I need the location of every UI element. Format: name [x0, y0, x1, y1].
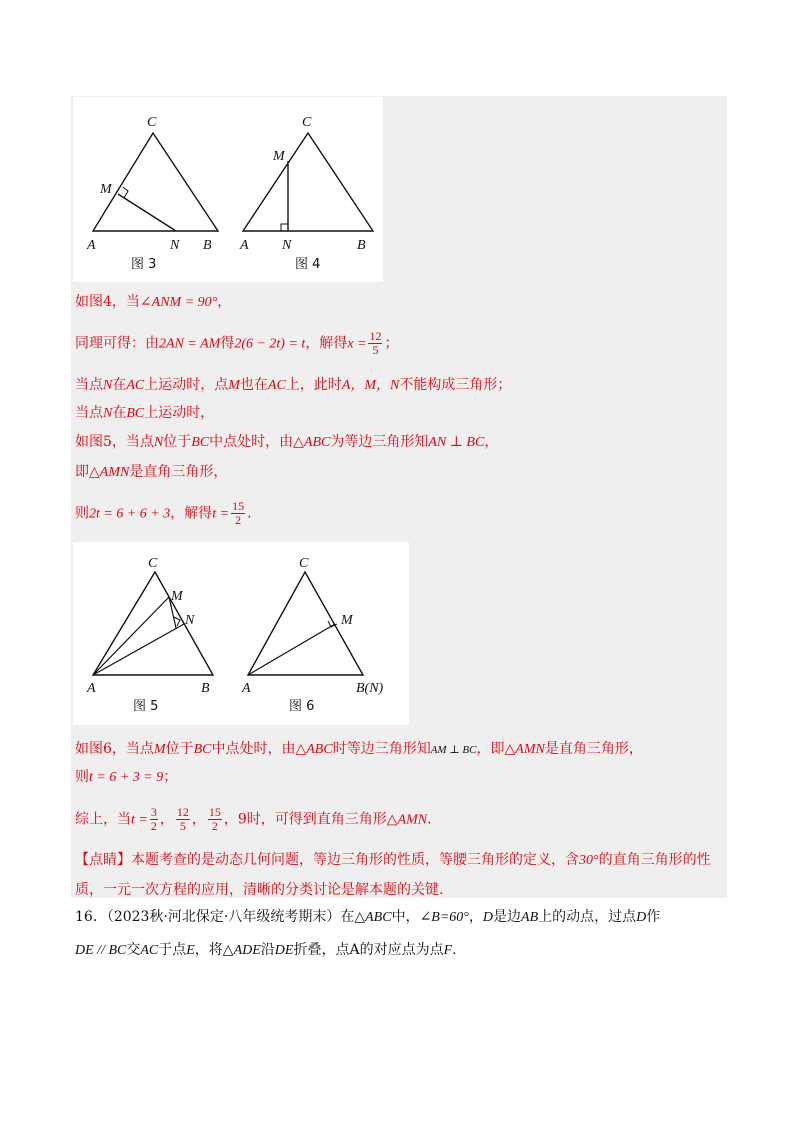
text: 在	[112, 405, 127, 421]
text: 质，一元一次方程的应用，清晰的分类讨论是解本题的关键.	[75, 882, 444, 898]
text: ，	[484, 434, 499, 450]
var: ∠B=60°	[419, 910, 469, 925]
var: M	[228, 378, 240, 393]
label-c: C	[302, 115, 312, 130]
label-a: A	[240, 238, 249, 253]
label-m: M	[273, 149, 285, 164]
text: 如图6，当点	[75, 741, 154, 757]
text: ；	[163, 769, 178, 785]
text: 上，此时	[285, 377, 342, 393]
figure-4	[239, 115, 373, 272]
var: △ABC	[293, 435, 331, 450]
text: 当点	[75, 405, 103, 421]
figure-3-4	[73, 97, 383, 282]
numerator: 3	[150, 805, 157, 819]
math: t =	[131, 812, 148, 828]
line-4	[75, 403, 214, 424]
text: 中，	[391, 909, 420, 925]
text: ，将	[194, 942, 223, 958]
label-a: A	[242, 681, 251, 696]
segment-mn-fig3	[118, 194, 176, 231]
text: 16．（2023秋·河北保定·八年级统考期末）在	[75, 909, 355, 925]
var: N	[103, 406, 113, 421]
caption-fig3: 图 3	[131, 257, 157, 272]
text: ，	[191, 811, 206, 828]
triangle-abc-fig3	[93, 133, 218, 231]
denominator: 2	[235, 513, 242, 527]
line-6	[75, 462, 227, 483]
text: 位于	[163, 434, 192, 450]
segment-am-fig6	[248, 624, 335, 675]
line-5	[75, 432, 498, 453]
text: 中点处时，由	[211, 741, 296, 757]
label-n: N	[170, 238, 180, 253]
text: ；	[384, 335, 399, 352]
text: 当点	[75, 377, 103, 393]
var: D	[482, 910, 494, 925]
label-c: C	[148, 556, 158, 571]
var: DE // BC	[75, 943, 127, 958]
numerator: 15	[232, 499, 245, 513]
math: 30°	[579, 853, 599, 868]
label-n: N	[185, 613, 195, 628]
math: x =	[347, 336, 367, 352]
text: 中点处时，由	[209, 434, 294, 450]
figure-5-6	[73, 542, 409, 725]
denominator: 2	[150, 819, 157, 833]
label-c: C	[147, 115, 157, 130]
label-b: B	[203, 238, 212, 253]
var: AB	[521, 910, 539, 925]
fraction	[208, 806, 222, 833]
text: 得	[220, 335, 235, 352]
label-n: N	[282, 238, 292, 253]
text: 综上，当	[75, 811, 131, 828]
line-11	[75, 850, 711, 871]
text: 折叠，点A的对应点为点	[293, 942, 444, 958]
text: ，	[159, 811, 174, 828]
text: 则	[75, 505, 89, 522]
fraction	[176, 806, 190, 833]
denominator: 2	[211, 819, 218, 833]
text: 时等边三角形知	[332, 741, 431, 757]
numerator: 12	[176, 805, 189, 819]
text: 位于	[165, 741, 194, 757]
figure-3	[86, 115, 218, 272]
text: .	[247, 505, 252, 522]
text: 上的动点，过点	[538, 909, 637, 925]
math: t = 6 + 3 = 9	[89, 770, 164, 785]
text: ，解得	[170, 505, 213, 522]
caption-fig5: 图 5	[133, 699, 159, 714]
numerator: 12	[369, 329, 382, 343]
text: 是边	[493, 909, 522, 925]
text: 也在	[239, 377, 268, 393]
var: △AMN	[504, 742, 545, 757]
text: ，	[217, 294, 232, 310]
right-angle-mark-fig4	[281, 224, 288, 231]
text: .	[452, 942, 457, 958]
line-3	[75, 375, 511, 396]
label-b-n: B(N)	[356, 681, 384, 696]
var: △AMN	[89, 465, 130, 480]
var: BC	[191, 435, 210, 450]
math: t =	[212, 506, 230, 522]
var: AC	[140, 943, 159, 958]
figure-5-6-svg	[73, 542, 409, 725]
label-c: C	[299, 556, 309, 571]
var: AC	[126, 378, 145, 393]
text: ，	[468, 909, 483, 925]
math: 2AN = AM	[159, 336, 221, 352]
math: ∠ANM = 90°	[139, 295, 218, 310]
text: ，解得	[305, 335, 348, 352]
line-2	[75, 330, 398, 357]
triangle-abc-fig4	[243, 133, 373, 231]
text: 不能构成三角形；	[399, 377, 512, 393]
var: BC	[126, 406, 145, 421]
var: A，M，N	[341, 378, 400, 393]
var: △ABC	[295, 742, 333, 757]
text: 在	[112, 377, 127, 393]
text: ，即	[476, 741, 505, 757]
text: 上运动时，	[144, 405, 215, 421]
var: M	[153, 742, 166, 757]
text: 【点睛】本题考查的是动态几何问题，等边三角形的性质，等腰三角形的定义，含	[75, 852, 579, 868]
text: 于点	[158, 942, 187, 958]
var: D	[636, 910, 647, 925]
var: F	[443, 943, 453, 958]
line-7	[75, 500, 252, 527]
text: 的直角三角形的性	[598, 852, 711, 868]
line-10	[75, 806, 432, 833]
text: 作	[646, 909, 661, 925]
var: △ABC	[354, 910, 392, 925]
fraction	[231, 500, 245, 527]
var: DE	[274, 943, 294, 958]
fraction	[150, 806, 158, 833]
text: 为等边三角形知	[330, 434, 429, 450]
var: AM ⊥ BC	[430, 744, 477, 756]
label-m: M	[341, 613, 353, 628]
text: ，9时，可得到直角三角形	[223, 811, 387, 828]
label-m: M	[171, 589, 183, 604]
line-1	[75, 292, 231, 313]
triangle-abc-fig5	[93, 572, 213, 675]
text: 即	[75, 464, 89, 480]
label-b: B	[201, 681, 210, 696]
text: 同理可得：由	[75, 335, 159, 352]
q16-line-2	[75, 940, 457, 961]
var: △AMN	[386, 812, 428, 828]
caption-fig4: 图 4	[295, 257, 321, 272]
figure-5	[86, 556, 213, 714]
var: AC	[267, 378, 286, 393]
text: 上运动时，点	[144, 377, 229, 393]
text: 交	[126, 942, 141, 958]
denominator: 5	[372, 343, 379, 357]
q16-line-1	[75, 907, 660, 928]
label-m: M	[100, 182, 112, 197]
label-a: A	[87, 238, 96, 253]
var: E	[186, 943, 195, 958]
segment-an-fig5	[93, 624, 184, 675]
text: 是直角三角形，	[544, 741, 643, 757]
right-angle-mark-fig3	[123, 187, 128, 198]
text: 是直角三角形，	[129, 464, 228, 480]
label-a: A	[87, 681, 96, 696]
var: N	[103, 378, 113, 393]
var: N	[153, 435, 164, 450]
var: BC	[193, 742, 212, 757]
figure-6	[241, 556, 384, 714]
segment-am-fig5	[93, 597, 169, 675]
label-b: B	[357, 238, 366, 253]
var: △ADE	[222, 943, 261, 958]
line-9	[75, 767, 177, 788]
math: 2(6 − 2t) = t	[234, 336, 306, 352]
figure-3-4-svg	[73, 97, 383, 282]
caption-fig6: 图 6	[289, 699, 315, 714]
numerator: 15	[208, 805, 221, 819]
line-8	[75, 739, 643, 760]
math: 2t = 6 + 6 + 3	[89, 506, 171, 522]
text: .	[427, 811, 432, 828]
text: 沿	[260, 942, 275, 958]
denominator: 5	[179, 819, 186, 833]
line-12	[75, 880, 443, 900]
text: 则	[75, 769, 89, 785]
text: 如图5，当点	[75, 434, 154, 450]
fraction	[368, 330, 382, 357]
text: 如图4，当	[75, 294, 140, 310]
var: AN ⊥ BC	[428, 435, 485, 450]
